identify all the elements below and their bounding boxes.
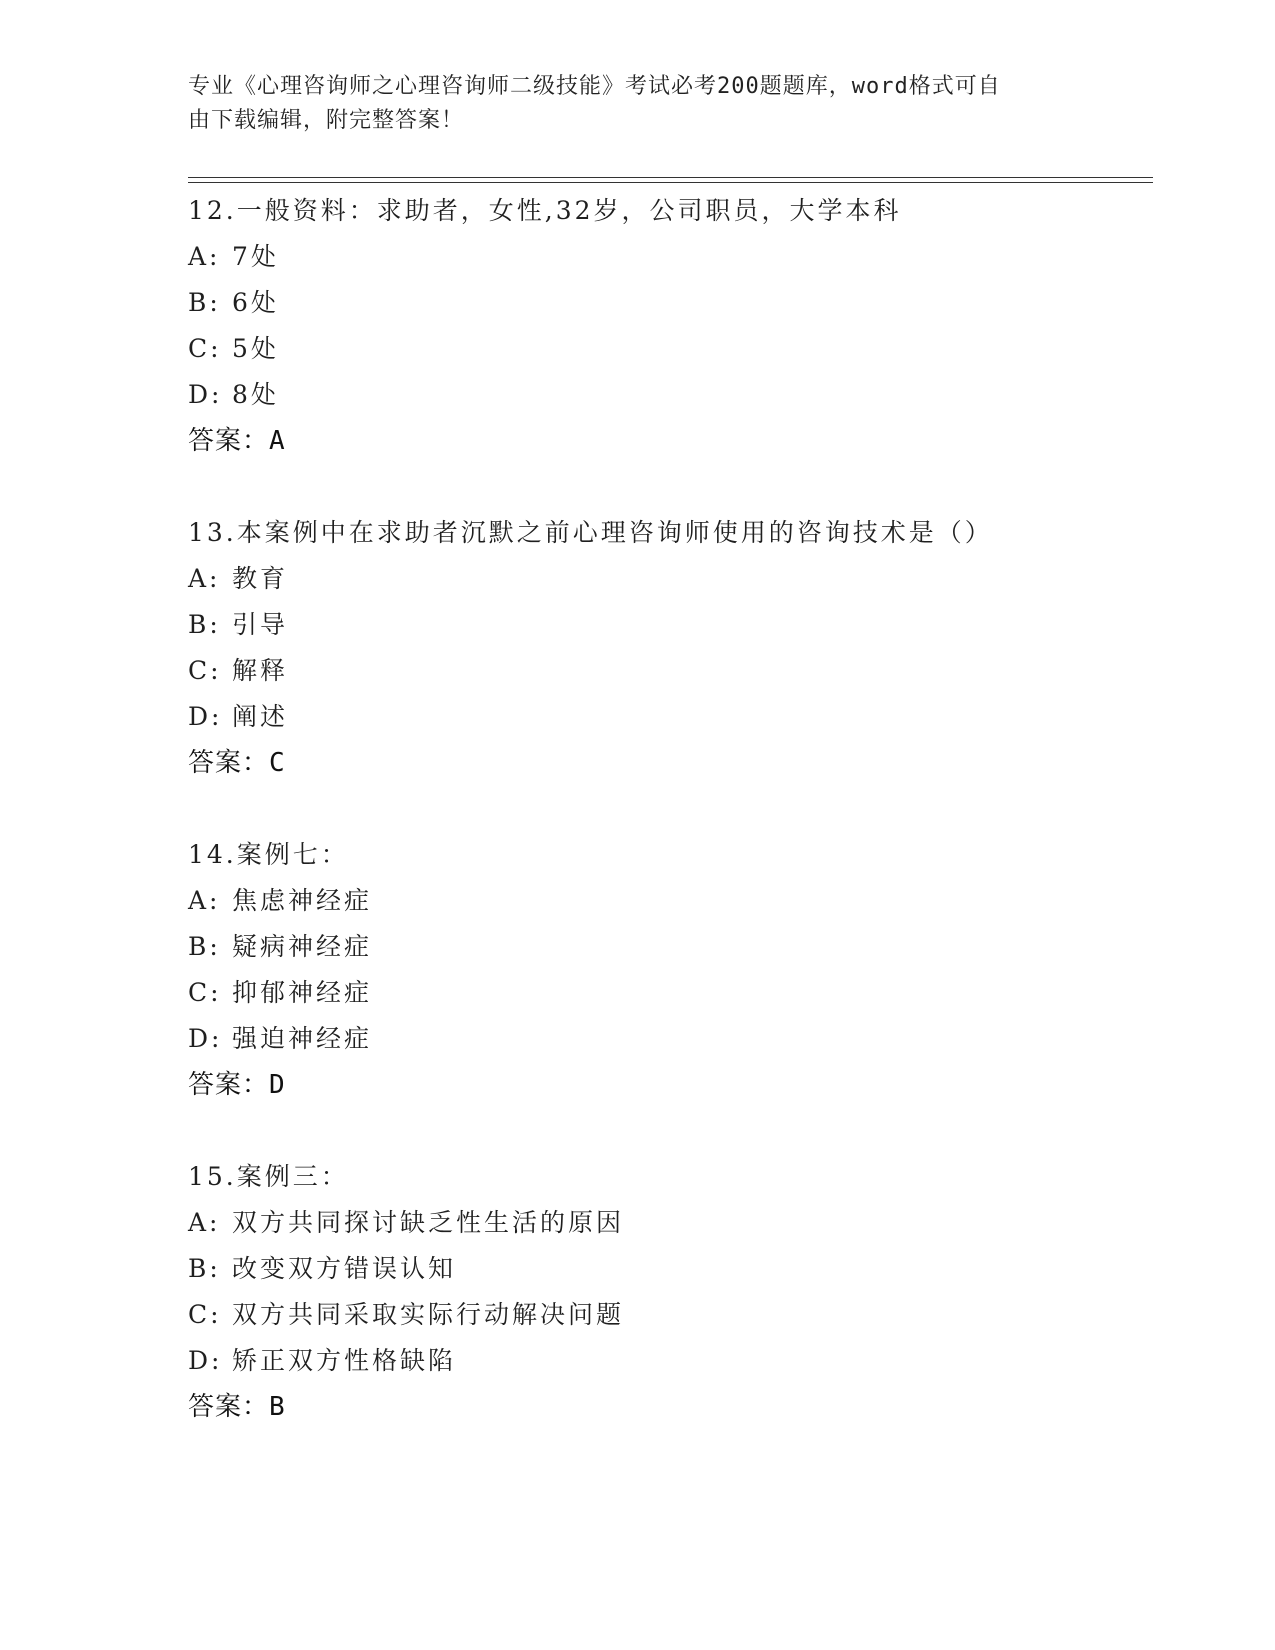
option-text: 疑病神经症 [232, 932, 373, 961]
option-letter: D: [188, 1024, 223, 1053]
option-letter: A: [188, 1208, 221, 1237]
option-letter: B: [188, 610, 221, 639]
option-c [188, 326, 1148, 372]
question-list [188, 188, 1148, 1430]
option-text: 7处 [232, 242, 279, 271]
question-15 [188, 1154, 1148, 1430]
option-letter: D: [188, 1346, 223, 1375]
option-text: 双方共同采取实际行动解决问题 [232, 1300, 625, 1329]
option-text: 6处 [232, 288, 279, 317]
option-b [188, 1246, 1148, 1292]
option-letter: D: [188, 380, 223, 409]
question-14 [188, 832, 1148, 1108]
option-text: 解释 [232, 656, 289, 685]
option-letter: C: [188, 978, 222, 1007]
option-d [188, 1016, 1148, 1062]
option-d [188, 372, 1148, 418]
option-letter: B: [188, 288, 221, 317]
answer-line: 答案：C [188, 748, 286, 778]
question-stem: 14.案例七： [188, 840, 349, 869]
question-stem: 13.本案例中在求助者沉默之前心理咨询师使用的咨询技术是（） [188, 518, 993, 547]
answer-line: 答案：B [188, 1392, 286, 1422]
option-d [188, 1338, 1148, 1384]
answer-line: 答案：A [188, 426, 286, 456]
question-12 [188, 188, 1148, 464]
option-text: 阐述 [232, 702, 289, 731]
option-b [188, 924, 1148, 970]
header-divider-top [188, 177, 1153, 178]
option-a [188, 878, 1148, 924]
option-text: 引导 [232, 610, 289, 639]
header-line-2: 由下载编辑，附完整答案！ [188, 108, 465, 133]
option-letter: A: [188, 886, 221, 915]
option-letter: C: [188, 334, 222, 363]
option-a [188, 1200, 1148, 1246]
option-c [188, 648, 1148, 694]
option-d [188, 694, 1148, 740]
option-text: 抑郁神经症 [232, 978, 373, 1007]
option-text: 矫正双方性格缺陷 [232, 1346, 457, 1375]
option-letter: D: [188, 702, 223, 731]
option-text: 焦虑神经症 [232, 886, 373, 915]
option-b [188, 280, 1148, 326]
option-letter: A: [188, 242, 221, 271]
option-c [188, 1292, 1148, 1338]
option-a [188, 234, 1148, 280]
option-letter: C: [188, 1300, 222, 1329]
option-text: 教育 [232, 564, 289, 593]
question-stem: 12.一般资料：求助者，女性,32岁，公司职员，大学本科 [188, 196, 902, 225]
option-letter: B: [188, 1254, 221, 1283]
option-c [188, 970, 1148, 1016]
document-header [188, 70, 1068, 138]
header-line-1: 专业《心理咨询师之心理咨询师二级技能》考试必考200题题库，word格式可自 [188, 74, 1001, 99]
option-text: 8处 [232, 380, 279, 409]
option-letter: C: [188, 656, 222, 685]
question-13 [188, 510, 1148, 786]
option-letter: A: [188, 564, 221, 593]
option-letter: B: [188, 932, 221, 961]
header-divider-bottom [188, 182, 1153, 183]
option-text: 强迫神经症 [232, 1024, 373, 1053]
answer-line: 答案：D [188, 1070, 286, 1100]
option-text: 5处 [232, 334, 279, 363]
option-text: 改变双方错误认知 [232, 1254, 457, 1283]
option-text: 双方共同探讨缺乏性生活的原因 [232, 1208, 625, 1237]
option-a [188, 556, 1148, 602]
option-b [188, 602, 1148, 648]
question-stem: 15.案例三： [188, 1162, 349, 1191]
